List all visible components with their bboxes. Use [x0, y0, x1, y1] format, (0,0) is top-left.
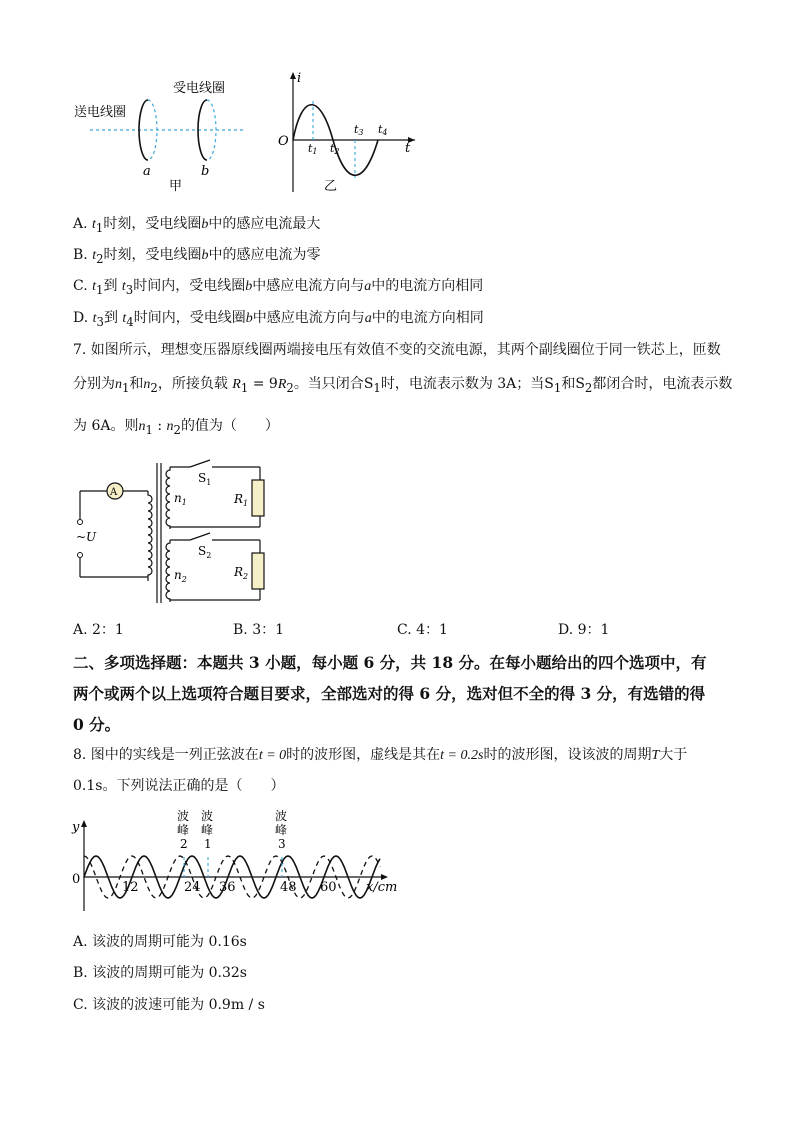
peak-label-2: [177, 808, 189, 851]
origin-label: O: [278, 134, 289, 149]
q8-option-c[interactable]: C. 该波的波速可能为 0.9m / s: [73, 997, 265, 1013]
n1-label: $n_1$: [174, 491, 187, 507]
coil-b-label: b: [201, 164, 210, 179]
tick-24: 24: [184, 880, 201, 895]
q6-option-d[interactable]: D. $t_3$到 $t_4$时间内，受电线圈b中感应电流方向与a中的电流方向相同: [73, 310, 484, 329]
axis-t-label: t: [405, 141, 411, 156]
svg-text:A: A: [110, 487, 118, 498]
transformer-circuit: [70, 455, 270, 610]
svg-text:3: 3: [278, 837, 286, 851]
q6-option-a[interactable]: A. $t_1$时刻，受电线圈b中的感应电流最大: [73, 216, 321, 235]
secondary-circuit-2: [166, 533, 264, 602]
tick-36: 36: [219, 880, 236, 895]
svg-text:峰: 峰: [177, 823, 190, 837]
origin-label: 0: [72, 872, 81, 887]
section2-heading-line2: 两个或两个以上选项符合题目要求，全部选对的得 6 分，选对但不全的得 3 分，有选错的得: [73, 684, 706, 703]
secondary-circuit-1: [166, 460, 264, 529]
q7-option-d[interactable]: D. 9：1: [558, 622, 610, 638]
q6-option-b[interactable]: B. $t_2$时刻，受电线圈b中的感应电流为零: [73, 247, 321, 266]
t2-label: t2: [330, 142, 340, 156]
svg-text:波: 波: [275, 809, 288, 823]
q8-stem-line2: 0.1s。下列说法正确的是（ ）: [73, 778, 285, 794]
peak-label-3: [275, 808, 287, 851]
n2-label: $n_2$: [174, 568, 187, 584]
resistor-r1: [252, 480, 264, 516]
svg-text:波: 波: [201, 809, 214, 823]
switch-s2[interactable]: [190, 533, 210, 540]
svg-text:峰: 峰: [201, 823, 214, 837]
caption-jia: 甲: [169, 179, 183, 194]
q7-option-a[interactable]: A. 2：1: [73, 622, 124, 638]
section2-heading-line1: 二、多项选择题：本题共 3 小题，每小题 6 分，共 18 分。在每小题给出的四个选项中，有: [73, 653, 707, 672]
svg-text:波: 波: [177, 809, 190, 823]
svg-text:峰: 峰: [275, 823, 288, 837]
q7-option-b[interactable]: B. 3：1: [233, 622, 285, 638]
peak-label-1: [201, 808, 213, 851]
t3-label: t3: [354, 123, 364, 137]
switch-s1[interactable]: [190, 460, 210, 467]
q7-stem-line2: 分别为$n_1$和$n_2$，所接负载 $R_1 = 9R_2$。当只闭合$S_1$时，电流表示数为 3A；当$S_1$和$S_2$都闭合时，电流表示数: [73, 376, 733, 395]
figure-jia: [70, 75, 270, 195]
svg-text:2: 2: [180, 837, 188, 851]
coil-a: [139, 100, 157, 160]
tick-60: 60: [320, 880, 337, 895]
q7-stem-line3: 为 6A。则$n_1$ : $n_2$的值为（ ）: [73, 418, 279, 437]
caption-yi: 乙: [324, 179, 338, 194]
q8-stem-line1: 8. 图中的实线是一列正弦波在t = 0时的波形图，虚线是其在t = 0.2s时的波形图，设该波的周期T大于: [73, 747, 688, 763]
y-axis-label: y: [72, 820, 80, 835]
section2-heading-line3: 0 分。: [73, 715, 121, 734]
s2-label: $S_2$: [198, 544, 212, 560]
r1-label: $R_1$: [234, 492, 249, 508]
send-coil-label: 送电线圈: [74, 105, 127, 120]
t4-label: t4: [378, 123, 388, 137]
source-label: ~U: [76, 530, 97, 544]
svg-text:1: 1: [204, 837, 212, 851]
primary-circuit: [76, 483, 152, 581]
x-axis-label: x/cm: [366, 880, 398, 895]
coil-a-label: a: [143, 164, 151, 179]
recv-coil-label: 受电线圈: [173, 81, 226, 96]
tick-12: 12: [122, 880, 139, 895]
t1-label: t1: [308, 142, 318, 156]
q7-stem-line1: 7. 如图所示，理想变压器原线圈两端接电压有效值不变的交流电源，其两个副线圈位于同一铁芯上，匝数: [73, 342, 721, 358]
figure-yi: [275, 68, 425, 196]
resistor-r2: [252, 553, 264, 589]
q6-option-c[interactable]: C. $t_1$到 $t_3$时间内，受电线圈b中感应电流方向与a中的电流方向相同: [73, 278, 484, 297]
q8-option-b[interactable]: B. 该波的周期可能为 0.32s: [73, 965, 247, 981]
q8-option-a[interactable]: A. 该波的周期可能为 0.16s: [73, 934, 247, 950]
wave-figure: [70, 805, 400, 915]
s1-label: $S_1$: [198, 471, 212, 487]
q7-option-c[interactable]: C. 4：1: [397, 622, 448, 638]
r2-label: $R_2$: [234, 565, 249, 581]
tick-48: 48: [280, 880, 297, 895]
axis-i-label: i: [297, 71, 302, 86]
primary-coil: [148, 491, 152, 581]
